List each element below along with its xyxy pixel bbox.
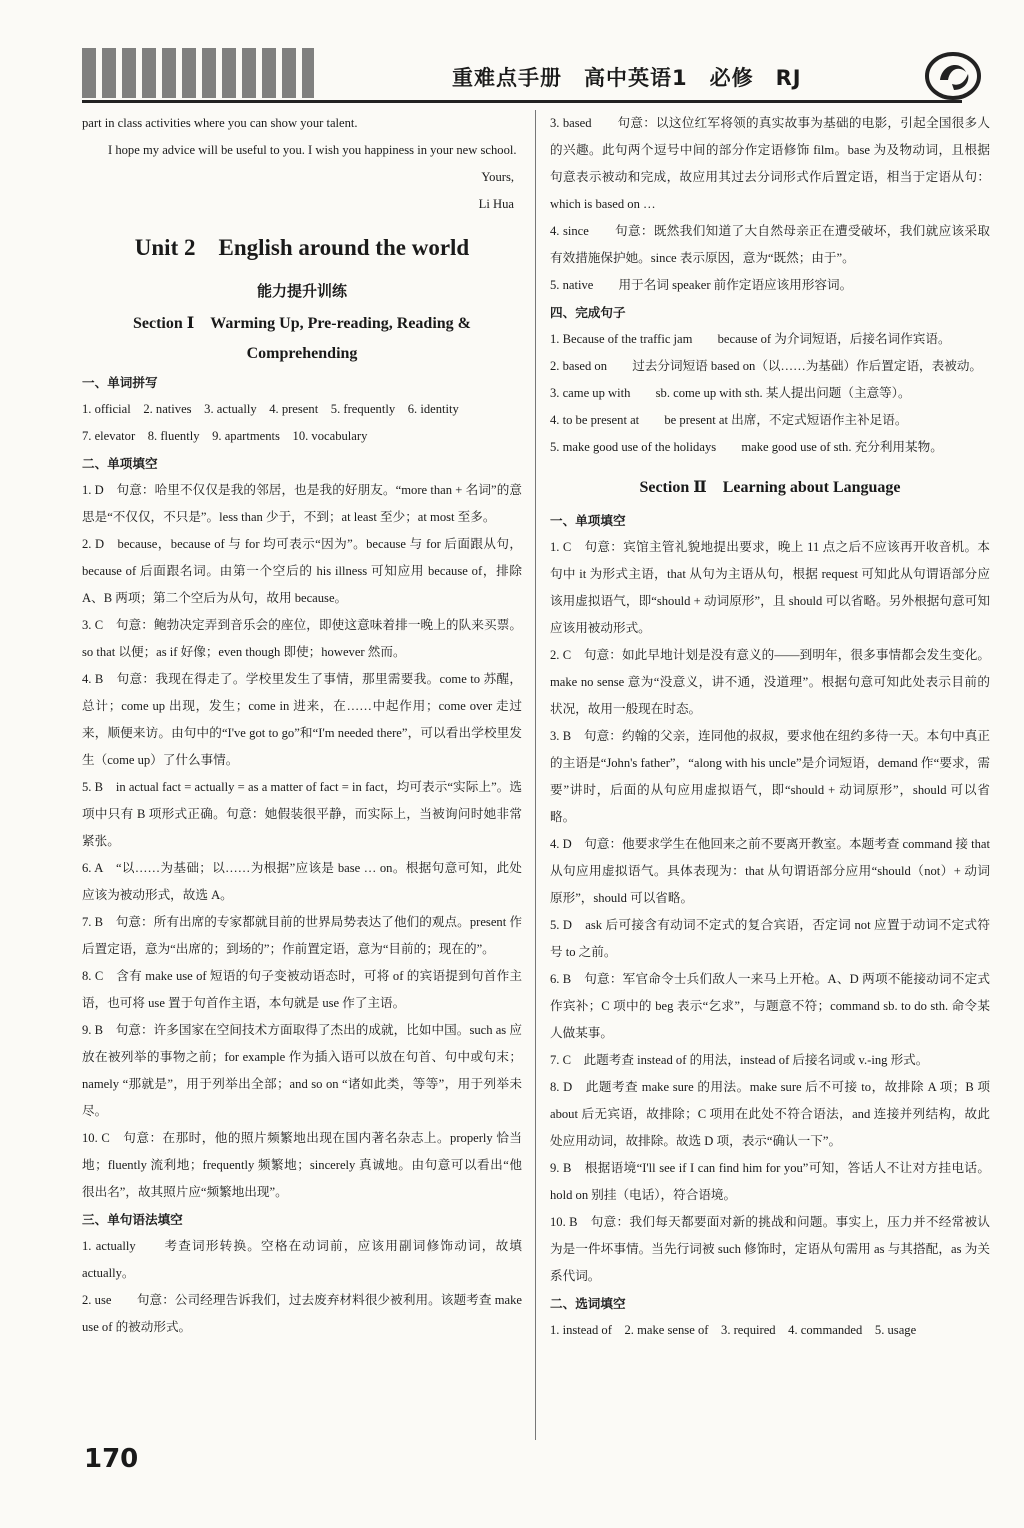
answer-item: 9. B 根据语境“I'll see if I can find him for you”可知，答话人不让对方挂电话。hold on 别挂（电话），符合语境。 [550,1161,990,1202]
answer-item: 9. B 句意：许多国家在空间技术方面取得了杰出的成就，比如中国。such as 应放在被列举的事物之前；for example 作为插入语可以放在句首、句中或句末；namely “那就是”，用于列举出全部；and so on “诸如此类，等等”，用于列举未尽。 [82,1023,522,1118]
answer-item: 4. D 句意：他要求学生在他回来之前不要离开教室。本题考查 command 接 that 从句应用虚拟语气。具体表现为：that 从句谓语部分应用“should（not）+ 动词原形”，should 可以省略。 [550,837,990,905]
answer-item: 2. C 句意：如此早地计划是没有意义的——到明年，很多事情都会发生变化。make no sense 意为“没意义，讲不通，没道理”。根据句意可知此处表示目前的状况，故用一般现在时态。 [550,648,990,716]
answer-item: 8. C 含有 make use of 短语的句子变被动语态时，可将 of 的宾语提到句首作主语，也可将 use 置于句首作主语，本句就是 use 作了主语。 [82,969,522,1010]
column-divider [535,110,536,1440]
part-heading: 一、单词拼写 [82,375,158,390]
answer-item: 2. use 句意：公司经理告诉我们，过去废弃材料很少被利用。该题考查 make use of 的被动形式。 [82,1293,522,1334]
training-title: 能力提升训练 [256,282,347,300]
header-rule [82,100,962,103]
answer-item: 1. Because of the traffic jam because of 为介词短语，后接名词作宾语。 [550,332,951,346]
answer-item: 2. D because，because of 与 for 均可表示“因为”。because 与 for 后面跟从句，because of 后面跟名词。由第一个空后的 his illness 可知应用 because of，排除 A、B 两项；第二个空后为从句，故用 because。 [82,537,522,605]
answer-item: 10. B 句意：我们每天都要面对新的挑战和问题。事实上，压力并不经常被认为是一件坏事情。当先行词被 such 修饰时，定语从句需用 as 与其搭配，as 为关系代词。 [550,1215,990,1283]
answer-item: 2. based on 过去分词短语 based on（以……为基础）作后置定语，表被动。 [550,359,983,373]
answer-item: 1. actually 考查词形转换。空格在动词前，应该用副词修饰动词，故填 actually。 [82,1239,522,1280]
left-column [82,110,522,1341]
answer-item: 5. native 用于名词 speaker 前作定语应该用形容词。 [550,278,853,292]
unit-title: Unit 2 English around the world [134,235,470,260]
answer-item: 5. D ask 后可接含有动词不定式的复合宾语，否定词 not 应置于动词不定式符号 to 之前。 [550,918,990,959]
answer-item: 3. came up with sb. come up with sth. 某人提出问题（主意等）。 [550,386,911,400]
answer-line: 1. instead of 2. make sense of 3. required 4. commanded 5. usage [550,1323,917,1337]
section-title: Section Ⅱ Learning about Language [639,479,901,496]
book-title: 重难点手册 高中英语1 必修 RJ [452,66,802,90]
publisher-logo-icon [924,50,982,102]
answer-item: 3. C 句意：鲍勃决定弄到音乐会的座位，即使这意味着排一晚上的队来买票。so that 以便；as if 好像；even though 即使；however 然而。 [82,618,522,659]
header-decoration [82,48,314,98]
section-title: Section Ⅰ Warming Up, Pre-reading, Reading & Comprehending [132,315,471,362]
answer-line: 7. elevator 8. fluently 9. apartments 10. vocabulary [82,429,368,443]
answer-item: 6. B 句意：军官命令士兵们敌人一来马上开枪。A、D 两项不能接动词不定式作宾补；C 项中的 beg 表示“乞求”，与题意不符；command sb. to do sth. 命令某人做某事。 [550,972,990,1040]
answer-item: 1. C 句意：宾馆主管礼貌地提出要求，晚上 11 点之后不应该再开收音机。本句中 it 为形式主语，that 从句为主语从句，根据 request 可知此从句谓语部分应该用虚拟语气，即“should + 动词原形”，且 should 可以省略。另外根据句意可知应该用被动形式。 [550,540,990,635]
answer-item: 3. B 句意：约翰的父亲，连同他的叔叔，要求他在纽约多待一天。本句中真正的主语是“John's father”，“along with his uncle”是介词短语，demand 作“要求，需要”讲时，后面的从句应用虚拟语气，即“should + 动词原形”，should 可以省略。 [550,729,990,824]
answer-item: 4. to be present at be present at 出席，不定式短语作主补足语。 [550,413,908,427]
right-column [550,110,990,1344]
answer-item: 10. C 句意：在那时，他的照片频繁地出现在国内著名杂志上。properly 恰当地；fluently 流利地；frequently 频繁地；sincerely 真诚地。由句意可以看出“他很出名”，故其照片应“频繁地出现”。 [82,1131,522,1199]
letter-line: I hope my advice will be useful to you. I wish you happiness in your new school. [108,143,517,157]
answer-item: 3. based 句意：以这位红军将领的真实故事为基础的电影，引起全国很多人的兴趣。此句两个逗号中间的部分作定语修饰 film。base 为及物动词，且根据句意表示被动和完成，故应用其过去分词形式作后置定语，相当于定语从句：which is based on … [550,116,990,211]
part-heading: 一、单项填空 [550,513,626,528]
answer-item: 7. C 此题考查 instead of 的用法，instead of 后接名词或 v.-ing 形式。 [550,1053,929,1067]
answer-item: 5. B in actual fact = actually = as a matter of fact = in fact，均可表示“实际上”。选项中只有 B 项形式正确。句意：她假装很平静，而实际上，当被询问时她非常紧张。 [82,780,522,848]
part-heading: 二、选词填空 [550,1296,626,1311]
answer-item: 1. D 句意：哈里不仅仅是我的邻居，也是我的好朋友。“more than + 名词”的意思是“不仅仅，不只是”。less than 少于，不到；at least 至少；at most 至多。 [82,483,522,524]
answer-item: 7. B 句意：所有出席的专家都就目前的世界局势表达了他们的观点。present 作后置定语，意为“出席的；到场的”；作前置定语，意为“目前的；现在的”。 [82,915,522,956]
answer-line: 1. official 2. natives 3. actually 4. present 5. frequently 6. identity [82,402,459,416]
answer-item: 4. since 句意：既然我们知道了大自然母亲正在遭受破坏，我们就应该采取有效措施保护她。since 表示原因，意为“既然；由于”。 [550,224,990,265]
page-number: 170 [84,1444,139,1474]
letter-line: part in class activities where you can show your talent. [82,116,358,130]
answer-item: 8. D 此题考查 make sure 的用法。make sure 后不可接 to，故排除 A 项；B 项 about 后无宾语，故排除；C 项用在此处不符合语法，and 连接并列结构，故此处应用动词，故排除。故选 D 项，表示“确认一下”。 [550,1080,990,1148]
part-heading: 四、完成句子 [550,305,626,320]
letter-signature: Li Hua [478,197,514,211]
part-heading: 二、单项填空 [82,456,158,471]
part-heading: 三、单句语法填空 [82,1212,183,1227]
answer-item: 5. make good use of the holidays make good use of sth. 充分利用某物。 [550,440,943,454]
letter-closing: Yours, [481,170,514,184]
answer-item: 6. A “以……为基础；以……为根据”应该是 base … on。根据句意可知，此处应该为被动形式，故选 A。 [82,861,522,902]
answer-item: 4. B 句意：我现在得走了。学校里发生了事情，那里需要我。come to 苏醒，总计；come up 出现，发生；come in 进来，在……中起作用；come over 走过来，顺便来访。由句中的“I've got to go”和“I'm needed there”，可以看出学校里发生（come up）了什么事情。 [82,672,522,767]
